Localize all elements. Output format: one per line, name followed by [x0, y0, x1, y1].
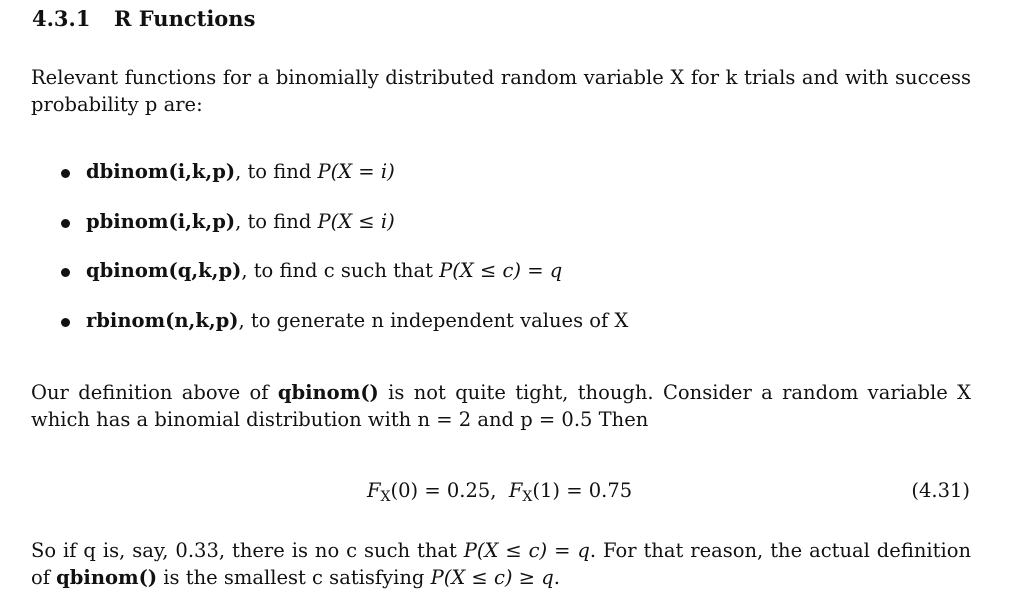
list-item — [86, 309, 628, 332]
cdf-subscript: X — [522, 489, 533, 505]
function-description: , to find c such that — [241, 259, 440, 282]
list-item — [86, 160, 395, 183]
function-description: , to find — [235, 210, 318, 233]
qbinom-keyword: qbinom() — [56, 566, 158, 589]
cdf-symbol: F — [508, 479, 523, 502]
cdf-value-1: (1) = 0.75 — [532, 479, 633, 502]
section-title: R Functions — [114, 6, 256, 31]
paragraph-text: . For that reason, the actual definition of — [31, 539, 972, 589]
paragraph-text: . — [553, 566, 560, 589]
definition-paragraph — [31, 379, 971, 433]
cdf-symbol: F — [367, 479, 381, 502]
function-name: dbinom(i,k,p) — [86, 160, 236, 183]
inline-formula: P(X ≤ c) ≥ q — [430, 566, 554, 589]
function-formula: P(X ≤ c) = q — [439, 259, 563, 282]
paragraph-text: is not quite tight, though. Consider a random variable X which has a binomial distribution with n = 2 and p = 0.5 Then — [31, 381, 971, 431]
function-formula: P(X ≤ i) — [317, 210, 395, 233]
bullet-icon — [61, 219, 70, 228]
function-name: pbinom(i,k,p) — [86, 210, 236, 233]
bullet-icon — [61, 169, 70, 178]
equation-4-31 — [0, 479, 1024, 507]
cdf-value-0: (0) = 0.25, — [390, 479, 497, 502]
list-item — [86, 210, 395, 233]
function-name: rbinom(n,k,p) — [86, 309, 239, 332]
function-formula: P(X = i) — [317, 160, 395, 183]
inline-formula: P(X ≤ c) = q — [463, 539, 590, 562]
equation-body — [367, 479, 633, 505]
section-heading — [32, 6, 255, 31]
function-description: , to generate n independent values of X — [238, 309, 629, 332]
intro-paragraph: Relevant functions for a binomially distributed random variable X for k trials and with success probability p are: — [31, 66, 971, 116]
function-description: , to find — [235, 160, 318, 183]
list-item — [86, 259, 562, 282]
equation-number: (4.31) — [911, 479, 970, 502]
conclusion-paragraph — [31, 537, 971, 591]
bullet-icon — [61, 268, 70, 277]
paragraph-text: is the smallest c satisfying — [157, 566, 431, 589]
paragraph-text: Our definition above of — [31, 381, 278, 404]
section-number: 4.3.1 — [32, 6, 91, 31]
cdf-subscript: X — [380, 489, 391, 505]
paragraph-text: So if q is, say, 0.33, there is no c such that — [31, 539, 464, 562]
bullet-icon — [61, 318, 70, 327]
function-name: qbinom(q,k,p) — [86, 259, 242, 282]
qbinom-keyword: qbinom() — [277, 381, 379, 404]
